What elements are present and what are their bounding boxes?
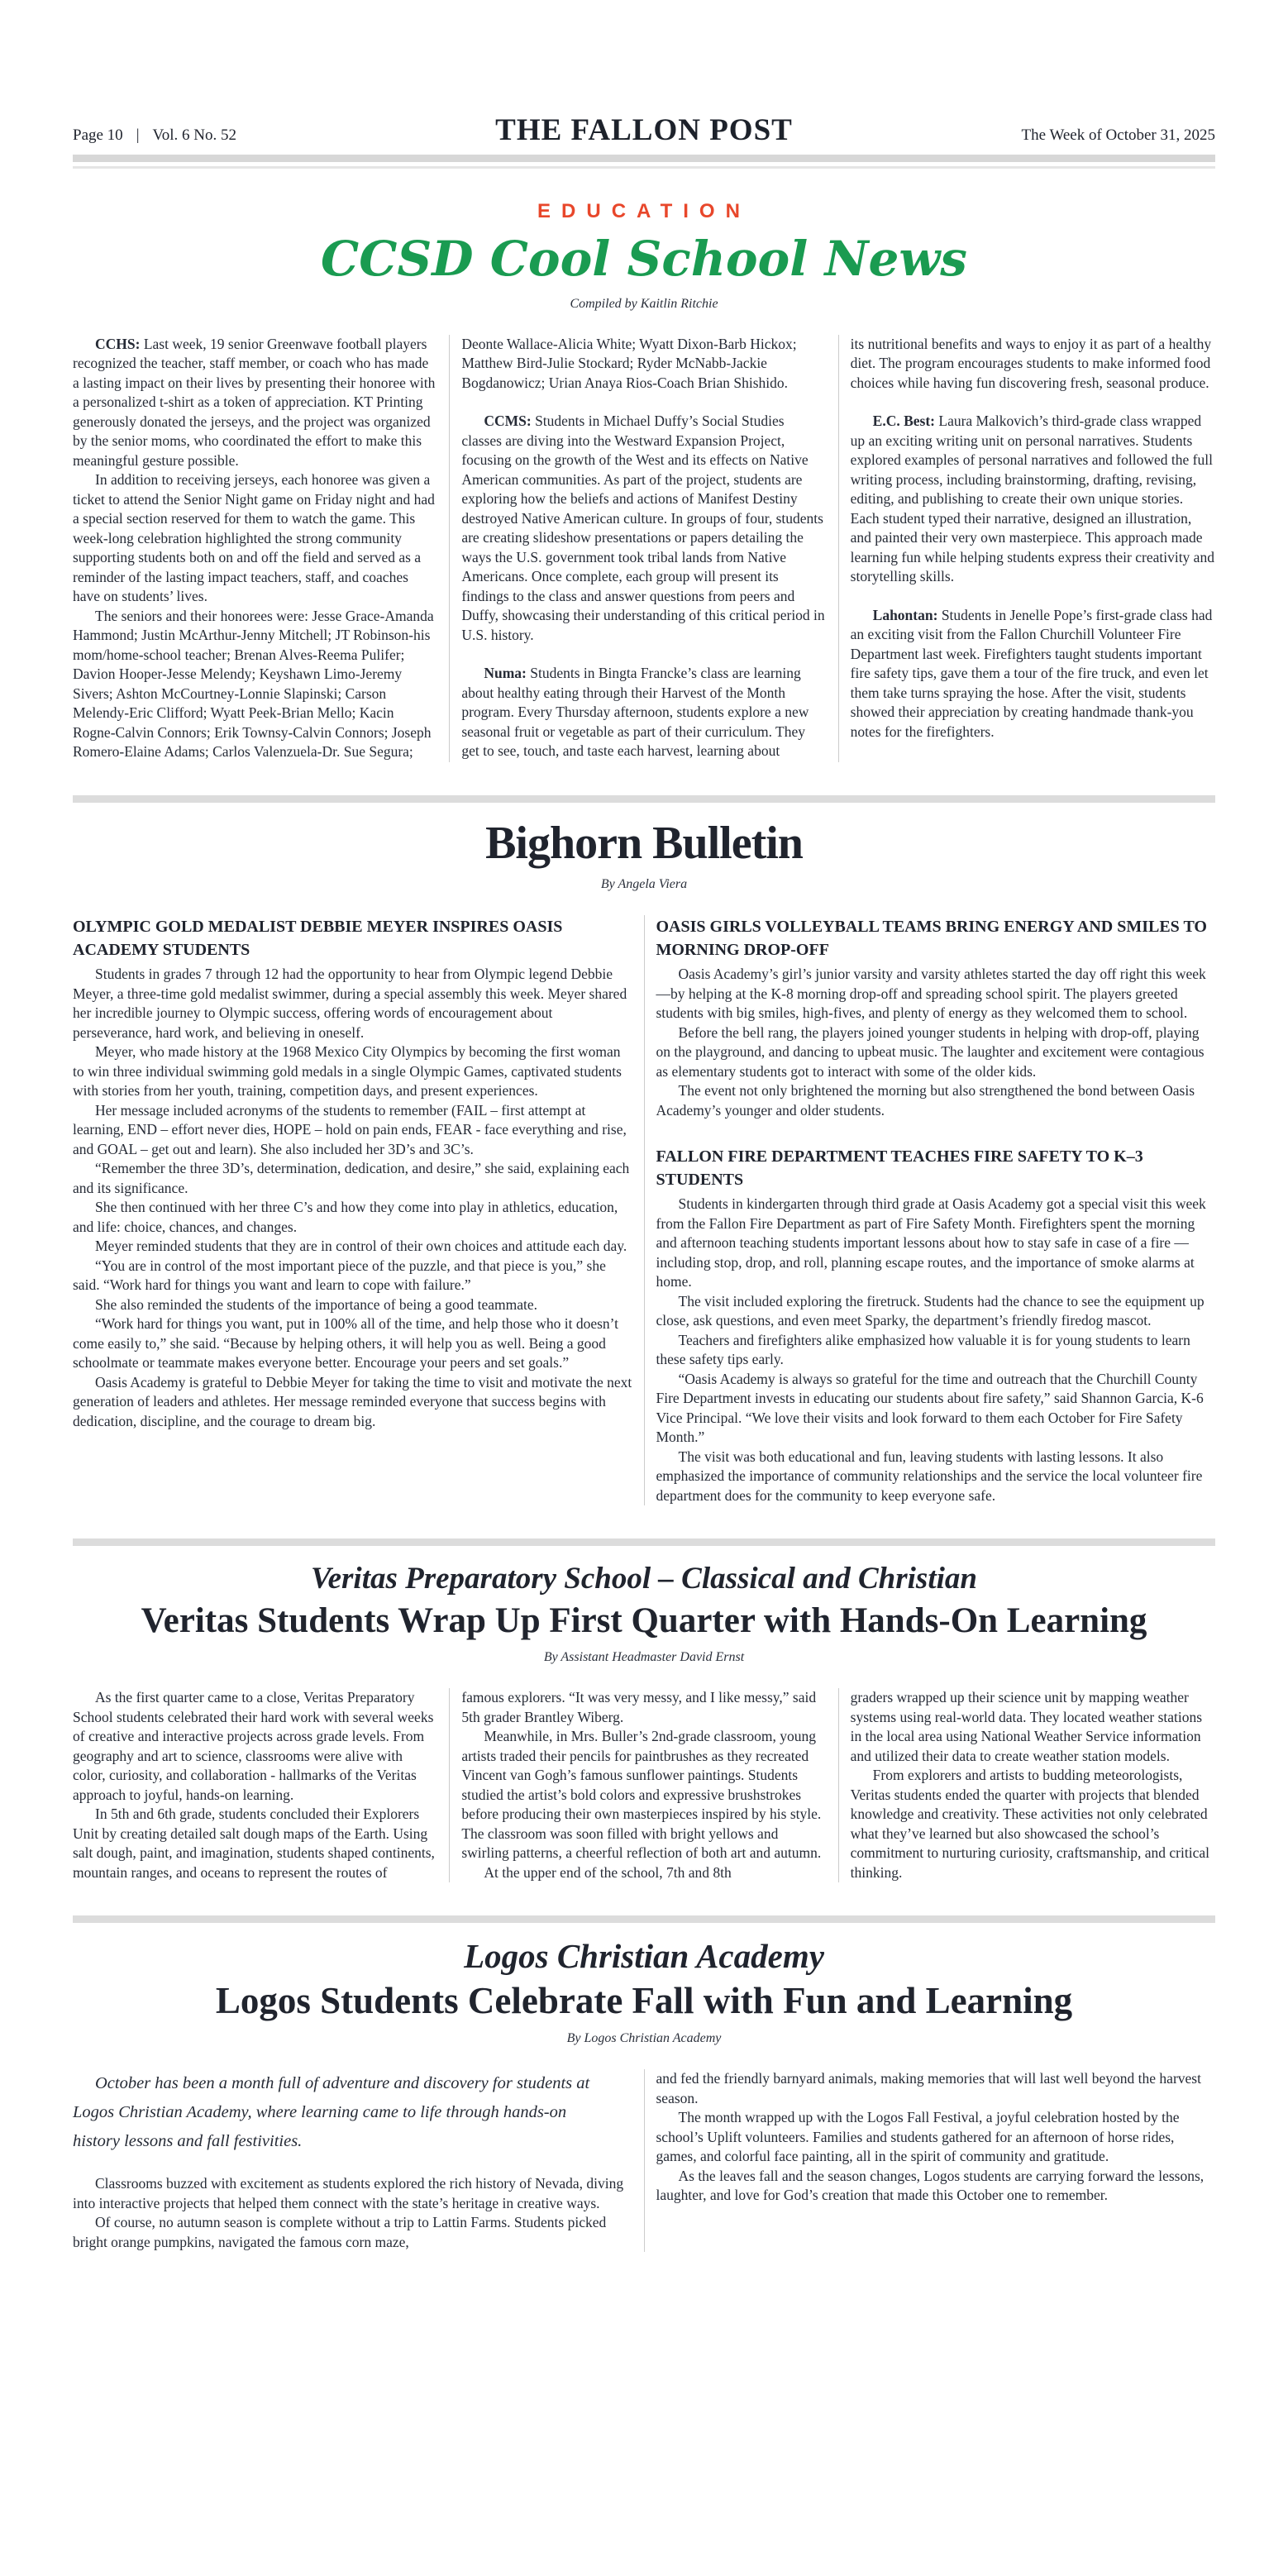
bighorn-column-right xyxy=(644,915,1216,1505)
veritas-byline: By Assistant Headmaster David Ernst xyxy=(543,1650,745,1665)
article-paragraph: famous explorers. “It was very messy, and I like messy,” said 5th grader Brantley Wiberg. xyxy=(461,1689,817,1725)
page-number: Page 10 xyxy=(73,126,123,144)
page-number-volume xyxy=(73,126,346,145)
logos-column-right xyxy=(644,2069,1216,2252)
section-logos xyxy=(73,1938,1215,2252)
article-paragraph: Students in kindergarten through third grade at Oasis Academy got a special visit this week from the Fallon Fire Department as part of Fire Safety Month. Firefighters spent the morning and afternoon teaching students important lessons about how to stay safe in case of a fire — including stop, drop, and roll, planning escape routes, and the importance of smoke alarms at home. xyxy=(656,1195,1206,1290)
veritas-column-1 xyxy=(73,1688,437,1882)
ccsd-column-2 xyxy=(449,335,826,762)
article-paragraph: The visit included exploring the firetruck. Students had the chance to see the equipment up close, ask questions, and even meet Sparky, the department’s friendly firedog mascot. xyxy=(656,1292,1205,1329)
article-paragraph: At the upper end of the school, 7th and 8th xyxy=(484,1863,732,1881)
article-paragraph: Meyer, who made history at the 1968 Mexico City Olympics by becoming the first woman to win three individual swimming gold medals in a single Olympic Games, captivated students with stories from her youth, training, competition days, and present experiences. xyxy=(73,1043,622,1100)
logos-intro-paragraph: October has been a month full of adventure and discovery for students at Logos Christian Academy, where learning came to life through hands-on history lessons and fall festivities. xyxy=(73,2074,590,2151)
article-body xyxy=(73,965,632,1431)
article-paragraph: CCMS: Students in Michael Duffy’s Social Studies classes are diving into the Westward Expansion Project, focusing on the growth of the West and its effects on Native American communities. As part of the project, students are exploring how the beliefs and actions of Manifest Destiny destroyed Native American culture. In groups of four, students are creating slideshow presentations or papers detailing the ways the U.S. government took tribal lands from Native Americans. Once complete, each group will present its findings to the class and answer questions from peers and Duffy, showcasing their understanding of this critical period in U.S. history. xyxy=(461,413,825,643)
article-paragraph: The seniors and their honorees were: Jesse Grace-Amanda Hammond; Justin McArthur-Jenny Mitchell; JT Robinson-his mom/home-school teacher; Brenan Alves-Reema Pulifer; Davion Hooper-Jesse Melendy; Keyshawn Limo-Jeremy Sivers; Ashton McCourtney-Lonnie Slapinski; Carson Melendy-Eric Clifford; Wyatt Peek-Brian Mello; Kacin Rogne-Calvin Connors; Erik Townsy-Calvin Connors; Joseph Romero-Elaine Adams; Carlos Valenzuela-Dr. Sue Segura; xyxy=(73,607,434,761)
article-body xyxy=(656,1195,1216,1505)
article-paragraph: As the first quarter came to a close, Veritas Preparatory School students celebrated their hard work with several weeks of creative and interactive projects across grade levels. From geography and art to science, classrooms were alive with color, curiosity, and collaboration - hallmarks of the Veritas approach to joyful, hands-on learning. xyxy=(73,1689,434,1803)
school-label: E.C. Best: xyxy=(872,413,935,430)
bighorn-columns xyxy=(73,915,1215,1505)
logos-headline: Logos Students Celebrate Fall with Fun and Learning xyxy=(215,1979,1073,2021)
school-label: Lahontan: xyxy=(872,606,938,623)
header-rule-thick xyxy=(73,155,1215,162)
article-paragraph: Numa: Students in Bingta Francke’s class are learning about healthy eating through their Harvest of the Month program. Every Thursday afternoon, students explore a new seasonal fruit or vegetable as part of their curriculum. They get to see, touch, and taste each harvest, learning about xyxy=(461,665,809,760)
volume-number: Vol. 6 No. 52 xyxy=(152,126,237,144)
article-paragraph: Meyer reminded students that they are in control of their own choices and attitude each day. xyxy=(95,1238,627,1255)
article-paragraph: She also reminded the students of the importance of being a good teammate. xyxy=(95,1295,538,1313)
logos-kicker: Logos Christian Academy xyxy=(464,1937,824,1976)
school-label: CCHS: xyxy=(95,335,141,352)
article-paragraph: E.C. Best: Laura Malkovich’s third-grade class wrapped up an exciting writing unit on personal narratives. Students explored examples of personal narratives and followed the full writing process, including brainstorming, drafting, revising, editing, and publishing to create their own unique stories. Each student typed their narrative, designed an illustration, and painted their very own masterpiece. This approach made learning fun while helping students express their creativity and storytelling skills. xyxy=(850,413,1214,585)
ccsd-byline: Compiled by Kaitlin Ritchie xyxy=(570,296,718,311)
veritas-kicker: Veritas Preparatory School – Classical and Christian xyxy=(311,1562,977,1596)
article-paragraph: Lahontan: Students in Jenelle Pope’s first-grade class had an exciting visit from the Fallon Churchill Volunteer Fire Department last week. Firefighters taught students important fire safety tips, gave them a tour of the fire truck, and even let them take turns spraying the hose. After the visit, students showed their appreciation by creating handmade thank-you notes for the firefighters. xyxy=(850,606,1213,740)
article-headline: OASIS GIRLS VOLLEYBALL TEAMS BRING ENERGY AND SMILES TO MORNING DROP-OFF xyxy=(656,918,1207,960)
article-paragraph: CCHS: Last week, 19 senior Greenwave football players recognized the teacher, staff member, or coach who has made a lasting impact on their lives by presenting their honoree with a personalized t-shirt as a token of appreciation. KT Printing generously donated the jerseys, and the project was organized by the senior moms, who coordinated the effort to make this meaningful gesture possible. xyxy=(73,335,436,469)
article-paragraph: The visit was both educational and fun, leaving students with lasting lessons. It also emphasized the importance of community relationships and the service the local volunteer fire department does for the community to keep everyone safe. xyxy=(656,1448,1203,1504)
school-label: Numa: xyxy=(484,665,527,682)
ccsd-column-1 xyxy=(73,335,437,762)
article-body xyxy=(656,965,1216,1120)
article-paragraph: its nutritional benefits and ways to enjoy it as part of a healthy diet. The program encourages students to make informed food choices while having fun discovering fresh, seasonal produce. xyxy=(850,335,1212,391)
article-paragraph: Oasis Academy is grateful to Debbie Meyer for taking the time to visit and motivate the next generation of leaders and athletes. Her message reminded everyone that success begins with dedication, discipline, and the courage to dream big. xyxy=(73,1373,632,1429)
article-paragraph: As the leaves fall and the season changes, Logos students are carrying forward the lessons, laughter, and love for God’s creation that made this October one to remember. xyxy=(656,2167,1205,2204)
header-rule-thin xyxy=(73,166,1215,169)
article-paragraph: “You are in control of the most important piece of the puzzle, and that piece is you,” she said. “Work hard for things you want and learn to cope with failure.” xyxy=(73,1257,606,1294)
article-headline: FALLON FIRE DEPARTMENT TEACHES FIRE SAFETY TO K–3 STUDENTS xyxy=(656,1147,1143,1190)
article-paragraph: Deonte Wallace-Alicia White; Wyatt Dixon-Barb Hickox; Matthew Bird-Julie Stockard; Ryder McNabb-Jackie Bogdanowicz; Urian Anaya Rios-Coach Brian Shishido. xyxy=(461,335,797,391)
article-paragraph: The event not only brightened the morning but also strengthened the bond between Oasis Academy’s younger and older students. xyxy=(656,1082,1195,1119)
article-headline: OLYMPIC GOLD MEDALIST DEBBIE MEYER INSPIRES OASIS ACADEMY STUDENTS xyxy=(73,918,563,960)
bighorn-byline: By Angela Viera xyxy=(600,877,688,892)
article-paragraph: and fed the friendly barnyard animals, making memories that will last well beyond the harvest season. xyxy=(656,2070,1201,2106)
veritas-columns xyxy=(73,1688,1215,1882)
veritas-headline: Veritas Students Wrap Up First Quarter with Hands-On Learning xyxy=(141,1601,1147,1641)
article-paragraph: Her message included acronyms of the students to remember (FAIL – first attempt at learning, END – effort never dies, HOPE – hold on pain ends, FEAR - face everything and rise, and GOAL – get out and learn). She also included her 3D’s and 3C’s. xyxy=(73,1101,627,1157)
veritas-column-2 xyxy=(449,1688,826,1882)
section-separator xyxy=(73,1538,1215,1546)
article-paragraph: “Oasis Academy is always so grateful for the time and outreach that the Churchill County Fire Department invests in educating our students about fire safety,” said Shannon Garcia, K-6 Vice Principal. “We love their visits and look forward to them each October for Fire Safety Month.” xyxy=(656,1370,1204,1446)
section-bighorn xyxy=(73,819,1215,1506)
ccsd-columns xyxy=(73,335,1215,762)
masthead-title: THE FALLON POST xyxy=(495,113,793,147)
school-label: CCMS: xyxy=(484,413,532,430)
page-header xyxy=(73,112,1215,148)
article-paragraph: From explorers and artists to budding meteorologists, Veritas students ended the quarter with projects that blended knowledge and creativity. These activities not only celebrated what they’ve learned but also showcased the school’s commitment to nurturing curiosity, craftsmanship, and critical thinking. xyxy=(850,1767,1209,1881)
logos-column-left xyxy=(73,2069,632,2252)
section-ccsd xyxy=(73,200,1215,762)
section-separator xyxy=(73,1915,1215,1923)
article-paragraph: “Remember the three 3D’s, determination, dedication, and desire,” she said, explaining each and its significance. xyxy=(73,1160,630,1196)
article-paragraph: She then continued with her three C’s and how they come into play in athletics, education, and life: choice, chances, and changes. xyxy=(73,1199,618,1235)
article-paragraph: Before the bell rang, the players joined younger students in helping with drop-off, playing on the playground, and dancing to upbeat music. The laughter and excitement were contagious as elementary students got to interact with some of the older kids. xyxy=(656,1023,1205,1080)
article-paragraph: Classrooms buzzed with excitement as students explored the rich history of Nevada, diving into interactive projects that helped them connect with the state’s heritage in creative ways. xyxy=(73,2175,624,2211)
article-paragraph: Of course, no autumn season is complete without a trip to Lattin Farms. Students picked bright orange pumpkins, navigated the famous corn maze, xyxy=(73,2214,607,2250)
article-paragraph: Teachers and firefighters alike emphasized how valuable it is for young students to learn these safety tips early. xyxy=(656,1331,1190,1368)
article-paragraph: In 5th and 6th grade, students concluded their Explorers Unit by creating detailed salt dough maps of the Earth. Using salt dough, paint, and imagination, students shaped continents, mountain ranges, and oceans to represent the routes of xyxy=(73,1806,435,1881)
header-divider: | xyxy=(136,126,140,144)
ccsd-title: CCSD Cool School News xyxy=(321,231,967,287)
article-paragraph: In addition to receiving jerseys, each honoree was given a ticket to attend the Senior Night game on Friday night and had a special section reserved for them to watch the game. This week-long celebration highlighted the strong community supporting students both on and off the field and served as a reminder of the lasting impact teachers, staff, and coaches have on students’ lives. xyxy=(73,471,435,605)
bighorn-title: Bighorn Bulletin xyxy=(485,817,803,869)
bighorn-column-left xyxy=(73,915,632,1505)
article-paragraph: graders wrapped up their science unit by mapping weather systems using real-world data. They located weather stations in the local area using National Weather Service information and utilized their data to create weather station models. xyxy=(850,1689,1203,1764)
ccsd-column-3 xyxy=(838,335,1215,762)
article-paragraph: Oasis Academy’s girl’s junior varsity and varsity athletes started the day off right this week—by helping at the K-8 morning drop-off and spreading school spirit. The players greeted students with big smiles, high-fives, and plenty of energy as they welcomed them to school. xyxy=(656,966,1206,1022)
article-paragraph: Students in grades 7 through 12 had the opportunity to hear from Olympic legend Debbie Meyer, a three-time gold medalist swimmer, during a special assembly this week. Meyer shared her incredible journey to Olympic success, offering words of encouragement about perseverance, hard work, and believing in oneself. xyxy=(73,966,627,1041)
article-paragraph: Meanwhile, in Mrs. Buller’s 2nd-grade classroom, young artists traded their pencils for paintbrushes as they recreated Vincent van Gogh’s famous sunflower paintings. Students studied the artist’s bold colors and expressive brushstrokes before producing their own masterpieces inspired by his style. The classroom was soon filled with bright yellows and swirling patterns, a cheerful reflection of both art and autumn. xyxy=(461,1728,822,1862)
section-label-education: EDUCATION xyxy=(537,200,751,222)
veritas-column-3 xyxy=(838,1688,1215,1882)
article-paragraph: The month wrapped up with the Logos Fall Festival, a joyful celebration hosted by the school’s Uplift volunteers. Families and students gathered for an afternoon of horse rides, games, and colorful face painting, all in the spirit of community and gratitude. xyxy=(656,2109,1180,2165)
logos-columns xyxy=(73,2069,1215,2252)
article-paragraph: “Work hard for things you want, put in 100% all of the time, and help those who it doesn’t come easily to,” she said. “Because by helping others, it will help you as well. Being a good schoolmate or teammate makes everyone better. Encourage your peers and set goals.” xyxy=(73,1315,619,1371)
section-veritas xyxy=(73,1562,1215,1882)
article-body xyxy=(73,2174,632,2252)
issue-date: The Week of October 31, 2025 xyxy=(1021,126,1215,144)
logos-byline: By Logos Christian Academy xyxy=(566,2031,722,2046)
section-separator xyxy=(73,795,1215,803)
